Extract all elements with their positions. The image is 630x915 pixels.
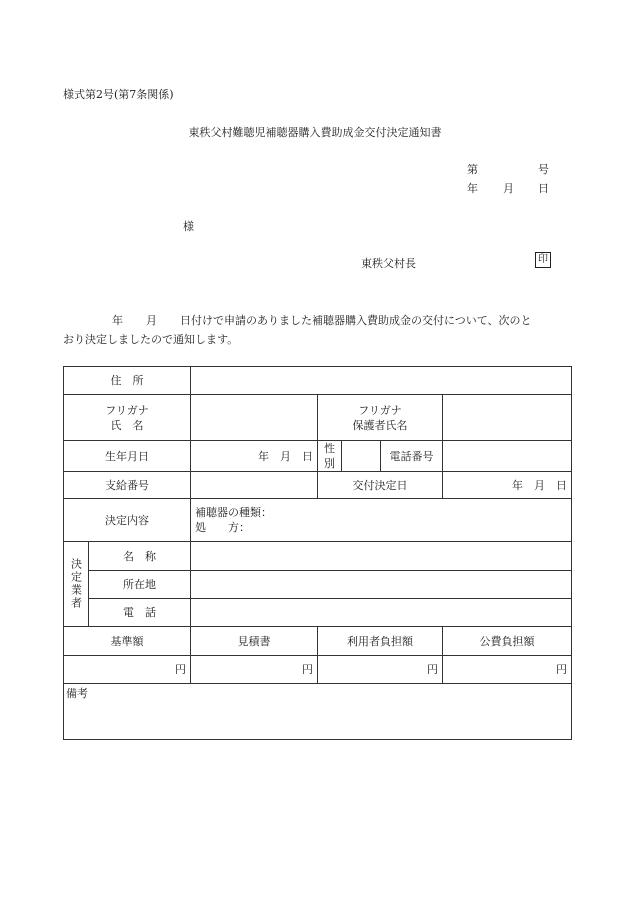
decision-content-value bbox=[191, 499, 572, 542]
ref-no-suffix: 号 bbox=[538, 163, 549, 176]
vendor-group-cell bbox=[64, 542, 89, 627]
vendor-address-label: 所在地 bbox=[89, 571, 191, 599]
birth-date: 年 月 日 bbox=[191, 441, 318, 472]
decision-date: 年 月 日 bbox=[443, 472, 572, 499]
guardian-name-value bbox=[443, 395, 572, 441]
body-year: 年 bbox=[112, 314, 123, 327]
payment-no-value bbox=[191, 472, 318, 499]
name-label: 氏 名 bbox=[110, 418, 144, 432]
ref-no-prefix: 第 bbox=[467, 163, 478, 176]
furigana-label: フリガナ bbox=[105, 403, 149, 417]
vendor-name-label: 名 称 bbox=[89, 542, 191, 571]
guardian-name-label bbox=[318, 395, 443, 441]
guardian-furigana-label: フリガナ bbox=[358, 403, 402, 417]
prescription-label: 処 方： bbox=[195, 521, 250, 534]
remarks-cell bbox=[64, 684, 572, 740]
vendor-group-label: 決定業者 bbox=[69, 558, 83, 610]
remarks-label: 備考 bbox=[66, 687, 88, 700]
addressee-suffix: 様 bbox=[183, 220, 194, 233]
public-burden-value: 円 bbox=[443, 656, 572, 684]
estimate-value: 円 bbox=[191, 656, 318, 684]
guardian-label: 保護者氏名 bbox=[352, 418, 408, 432]
payment-no-label: 支給番号 bbox=[64, 472, 191, 499]
address-value bbox=[191, 367, 572, 395]
date-year: 年 bbox=[467, 182, 478, 195]
vendor-address-value bbox=[191, 571, 572, 599]
document-title: 東秩父村難聴児補聴器購入費助成金交付決定通知書 bbox=[188, 126, 442, 139]
base-amount-value: 円 bbox=[64, 656, 191, 684]
vendor-name-value bbox=[191, 542, 572, 571]
application-table bbox=[63, 366, 572, 740]
phone-value bbox=[443, 441, 572, 472]
sex-value bbox=[342, 441, 381, 472]
body-line2: おり決定しましたので通知します。 bbox=[63, 333, 239, 346]
form-number: 様式第2号(第7条関係) bbox=[63, 88, 174, 101]
child-name-value bbox=[191, 395, 318, 441]
date-month: 月 bbox=[503, 182, 514, 195]
public-burden-label: 公費負担額 bbox=[443, 627, 572, 656]
user-burden-label: 利用者負担額 bbox=[318, 627, 443, 656]
phone-label: 電話番号 bbox=[381, 441, 443, 472]
seal-mark: 印 bbox=[535, 252, 551, 268]
date-day: 日 bbox=[538, 182, 549, 195]
user-burden-value: 円 bbox=[318, 656, 443, 684]
child-name-label bbox=[64, 395, 191, 441]
estimate-label: 見積書 bbox=[191, 627, 318, 656]
issuer: 東秩父村長 bbox=[361, 257, 416, 270]
device-type-label: 補聴器の種類： bbox=[195, 506, 272, 519]
body-month: 月 bbox=[146, 314, 157, 327]
birth-label: 生年月日 bbox=[64, 441, 191, 472]
sex-label: 性別 bbox=[318, 441, 342, 472]
base-amount-label: 基準額 bbox=[64, 627, 191, 656]
decision-content-label: 決定内容 bbox=[64, 499, 191, 542]
body-line1: 日付けで申請のありました補聴器購入費助成金の交付について、次のと bbox=[180, 314, 532, 327]
vendor-phone-label: 電 話 bbox=[89, 599, 191, 627]
vendor-phone-value bbox=[191, 599, 572, 627]
address-label: 住 所 bbox=[64, 367, 191, 395]
decision-date-label: 交付決定日 bbox=[318, 472, 443, 499]
